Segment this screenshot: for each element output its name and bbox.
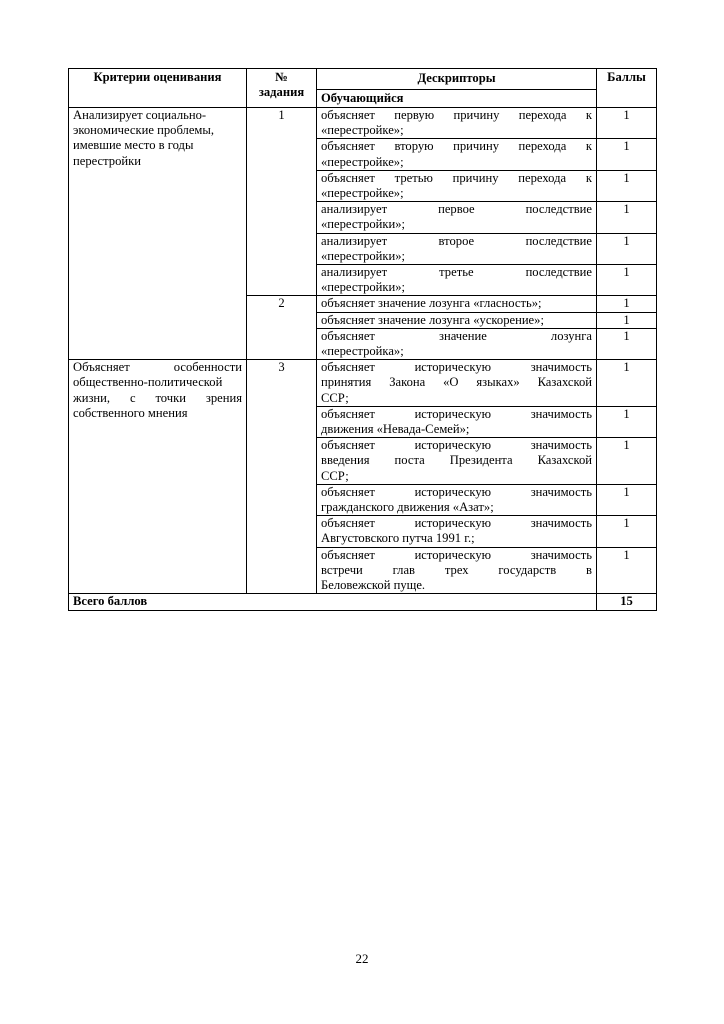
points-cell: 1	[597, 406, 657, 437]
total-value: 15	[597, 594, 657, 610]
page-number: 22	[355, 951, 369, 966]
descriptor-cell	[317, 296, 597, 312]
descriptor-line: объясняет значение лозунга «ускорение»;	[321, 312, 544, 327]
descriptor-line: встречи глав трех государств в	[321, 562, 592, 577]
descriptor-row	[69, 108, 657, 139]
descriptor-cell	[317, 170, 597, 201]
descriptor-cell	[317, 202, 597, 233]
points-cell: 1	[597, 202, 657, 233]
descriptor-line: объясняет историческую значимость	[321, 360, 592, 375]
points-cell: 1	[597, 547, 657, 594]
descriptor-line: объясняет значение лозунга «гласность»;	[321, 296, 542, 311]
descriptor-line: принятия Закона «О языках» Казахской	[321, 375, 592, 390]
assessment-table	[68, 68, 657, 611]
descriptor-line: объясняет историческую значимость	[321, 516, 592, 531]
descriptor-line: объясняет историческую значимость	[321, 547, 592, 562]
descriptor-line: «перестройки»;	[321, 248, 406, 263]
criteria-header: Критерии оценивания	[69, 69, 247, 108]
descriptor-line: введения поста Президента Казахской	[321, 453, 592, 468]
total-row	[69, 594, 657, 610]
descriptor-line: объясняет историческую значимость	[321, 484, 592, 499]
descriptor-cell	[317, 265, 597, 296]
descriptor-line: «перестройка»;	[321, 344, 404, 359]
descriptor-line: анализирует первое последствие	[321, 202, 592, 217]
descriptor-line: объясняет вторую причину перехода к	[321, 139, 592, 154]
total-label: Всего баллов	[69, 594, 597, 610]
criterion-cell: Объясняет особенности общественно-политической жизни, с точки зрения собственного мнения	[69, 360, 247, 594]
criterion-cell: Анализирует социально-экономические проблемы, имевшие место в годы перестройки	[69, 108, 247, 360]
descriptor-cell	[317, 328, 597, 359]
descriptor-line: «перестройке»;	[321, 154, 404, 169]
assessment-sheet	[68, 68, 656, 611]
descriptor-line: «перестройке»;	[321, 123, 404, 138]
task-number-cell: 1	[247, 108, 317, 296]
points-cell: 1	[597, 170, 657, 201]
descriptor-row	[69, 360, 657, 407]
points-cell: 1	[597, 328, 657, 359]
descriptor-line: Беловежской пуще.	[321, 578, 426, 593]
descriptor-line: объясняет историческую значимость	[321, 406, 592, 421]
table-body	[69, 108, 657, 594]
descriptor-cell	[317, 233, 597, 264]
descriptor-cell	[317, 516, 597, 547]
points-cell: 1	[597, 360, 657, 407]
descriptor-cell	[317, 360, 597, 407]
task-number-cell: 2	[247, 296, 317, 360]
descriptor-line: анализирует второе последствие	[321, 233, 592, 248]
descriptor-line: ССР;	[321, 468, 349, 483]
descriptor-cell	[317, 547, 597, 594]
descriptor-line: объясняет значение лозунга	[321, 328, 592, 343]
descriptor-line: движения «Невада-Семей»;	[321, 422, 470, 437]
descriptor-cell	[317, 312, 597, 328]
points-cell: 1	[597, 108, 657, 139]
points-cell: 1	[597, 139, 657, 170]
descriptors-header: Дескрипторы	[317, 69, 597, 90]
points-header: Баллы	[597, 69, 657, 108]
descriptor-line: «перестройки»;	[321, 217, 406, 232]
points-cell: 1	[597, 265, 657, 296]
descriptor-line: ССР;	[321, 390, 349, 405]
descriptor-line: объясняет первую причину перехода к	[321, 108, 592, 122]
descriptor-line: объясняет третью причину перехода к	[321, 170, 592, 185]
descriptor-line: «перестройки»;	[321, 280, 406, 295]
header-row	[69, 69, 657, 90]
points-cell: 1	[597, 296, 657, 312]
descriptor-cell	[317, 438, 597, 485]
descriptor-line: анализирует третье последствие	[321, 265, 592, 280]
points-cell: 1	[597, 233, 657, 264]
descriptor-line: объясняет историческую значимость	[321, 438, 592, 453]
points-cell: 1	[597, 516, 657, 547]
descriptor-line: «перестройке»;	[321, 186, 404, 201]
points-cell: 1	[597, 438, 657, 485]
descriptor-cell	[317, 108, 597, 139]
descriptor-cell	[317, 406, 597, 437]
descriptor-cell	[317, 139, 597, 170]
descriptor-cell	[317, 484, 597, 515]
descriptor-line: Августовского путча 1991 г.;	[321, 531, 475, 546]
task-number-header: № задания	[247, 69, 317, 108]
task-number-cell: 3	[247, 360, 317, 594]
points-cell: 1	[597, 484, 657, 515]
points-cell: 1	[597, 312, 657, 328]
descriptor-line: гражданского движения «Азат»;	[321, 500, 494, 515]
learner-subheader: Обучающийся	[317, 90, 597, 108]
